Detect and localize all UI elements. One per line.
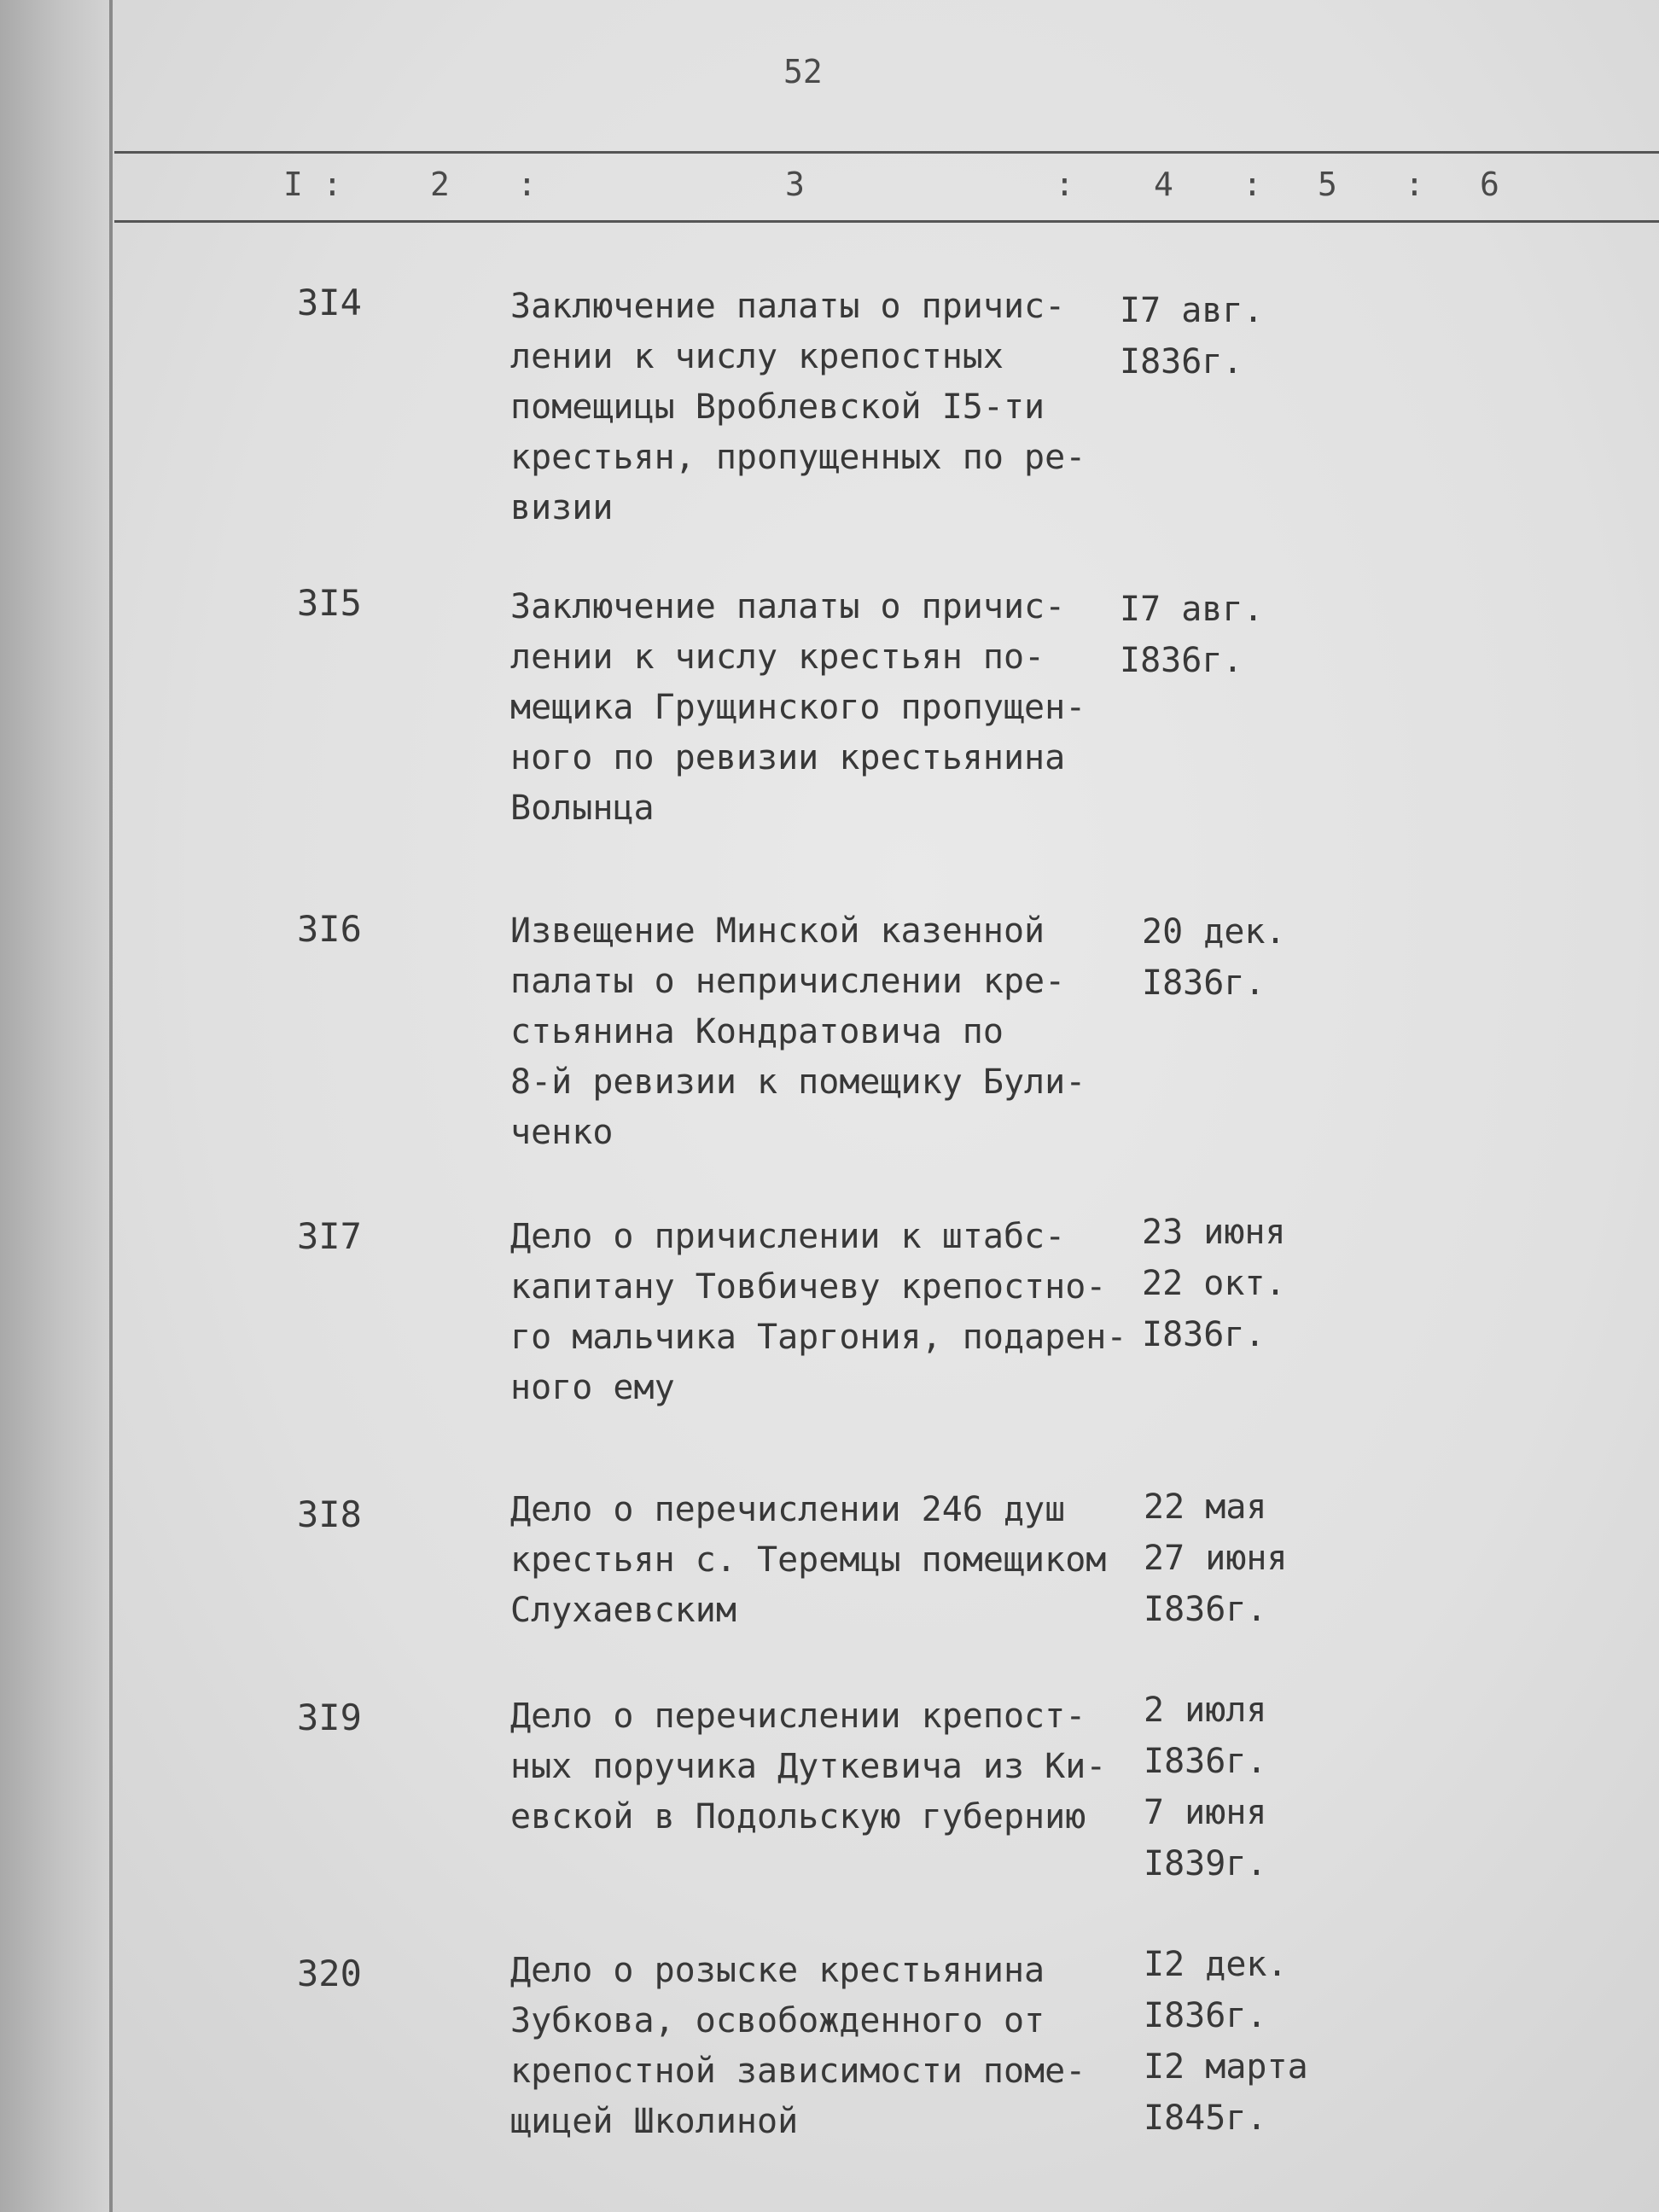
entry-description [510,582,1125,834]
description-line: стьянина Кондратовича по [510,1012,1004,1051]
entry-description [510,1485,1125,1636]
date-line: 20 дек. [1142,912,1286,952]
page-number: 52 [783,53,823,90]
date-line: I2 марта [1144,2047,1308,2087]
description-line: Заключение палаты о причис- [510,587,1066,626]
entry-number: 3I8 [297,1493,362,1535]
date-line: I836г. [1120,342,1243,381]
entry-description [510,282,1125,533]
description-line: 8-й ревизии к помещику Були- [510,1062,1086,1102]
description-line: Зубкова, освобожденного от [510,2001,1045,2040]
column-header-6: 6 [1480,166,1499,203]
date-line: 23 июня [1142,1213,1286,1252]
entry-dates [1142,1207,1286,1360]
description-line: крестьян с. Теремцы помещиком [510,1540,1107,1580]
entry-description [510,1691,1125,1842]
column-separator: : [323,166,342,203]
header-rule-top [114,151,1659,154]
column-separator: : [1243,166,1262,203]
description-line: Заключение палаты о причис- [510,287,1066,326]
column-header-2: 2 [430,166,450,203]
date-line: I7 авг. [1120,291,1264,330]
description-line: щицей Школиной [510,2102,799,2141]
date-line: I836г. [1144,1742,1267,1781]
description-line: Дело о перечислении крепост- [510,1697,1086,1736]
entry-dates [1144,1685,1267,1889]
description-line: Дело о розыске крестьянина [510,1951,1045,1990]
date-line: I2 дек. [1144,1945,1288,1984]
entry-dates [1120,285,1264,387]
column-header-3: 3 [785,166,805,203]
entry-dates [1142,906,1286,1009]
entry-number: 3I6 [297,908,362,950]
date-line: 27 июня [1144,1539,1288,1578]
column-header-4: 4 [1154,166,1173,203]
description-line: ного по ревизии крестьянина [510,738,1066,777]
column-header-1: I [283,166,303,203]
date-line: 2 июля [1144,1691,1267,1730]
date-line: I845г. [1144,2098,1267,2138]
date-line: 22 мая [1144,1487,1267,1527]
description-line: крепостной зависимости поме- [510,2052,1086,2091]
entry-dates [1120,584,1264,686]
entry-number: 3I5 [297,582,362,624]
date-line: 7 июня [1144,1793,1267,1832]
description-line: Дело о причислении к штабс- [510,1217,1066,1256]
description-line: Дело о перечислении 246 душ [510,1490,1066,1529]
page-left-margin [0,0,113,2212]
description-line: евской в Подольскую губернию [510,1797,1086,1837]
column-separator: : [1055,166,1074,203]
description-line: помещицы Вроблевской I5-ти [510,387,1045,427]
column-separator: : [517,166,537,203]
description-line: Волынца [510,789,655,828]
entry-description [510,1212,1125,1413]
column-header-5: 5 [1318,166,1337,203]
description-line: лении к числу крестьян по- [510,637,1045,677]
description-line: мещика Грущинского пропущен- [510,688,1086,727]
entry-number: 3I9 [297,1697,362,1738]
binding-edge [109,0,113,2212]
description-line: Извещение Минской казенной [510,911,1045,951]
entry-description [510,1946,1125,2147]
date-line: I836г. [1142,1315,1266,1354]
date-line: I836г. [1120,641,1243,680]
entry-dates [1144,1481,1288,1635]
date-line: 22 окт. [1142,1264,1286,1303]
entry-dates [1144,1939,1308,2144]
header-rule-bottom [114,220,1659,223]
description-line: ного ему [510,1368,675,1407]
entry-number: 320 [297,1953,362,1994]
date-line: I7 авг. [1120,590,1264,629]
description-line: ченко [510,1113,614,1152]
entry-number: 3I4 [297,282,362,323]
date-line: I839г. [1144,1844,1267,1883]
description-line: лении к числу крепостных [510,337,1004,376]
description-line: ных поручика Дуткевича из Ки- [510,1747,1107,1786]
description-line: капитану Товбичеву крепостно- [510,1267,1107,1307]
date-line: I836г. [1144,1590,1267,1629]
date-line: I836г. [1144,1996,1267,2035]
entry-number: 3I7 [297,1215,362,1257]
entry-description [510,906,1125,1158]
description-line: Слухаевским [510,1591,736,1630]
date-line: I836г. [1142,963,1266,1003]
description-line: го мальчика Таргония, подарен- [510,1318,1127,1357]
column-separator: : [1405,166,1424,203]
description-line: визии [510,488,614,527]
description-line: крестьян, пропущенных по ре- [510,438,1086,477]
description-line: палаты о непричислении кре- [510,962,1066,1001]
